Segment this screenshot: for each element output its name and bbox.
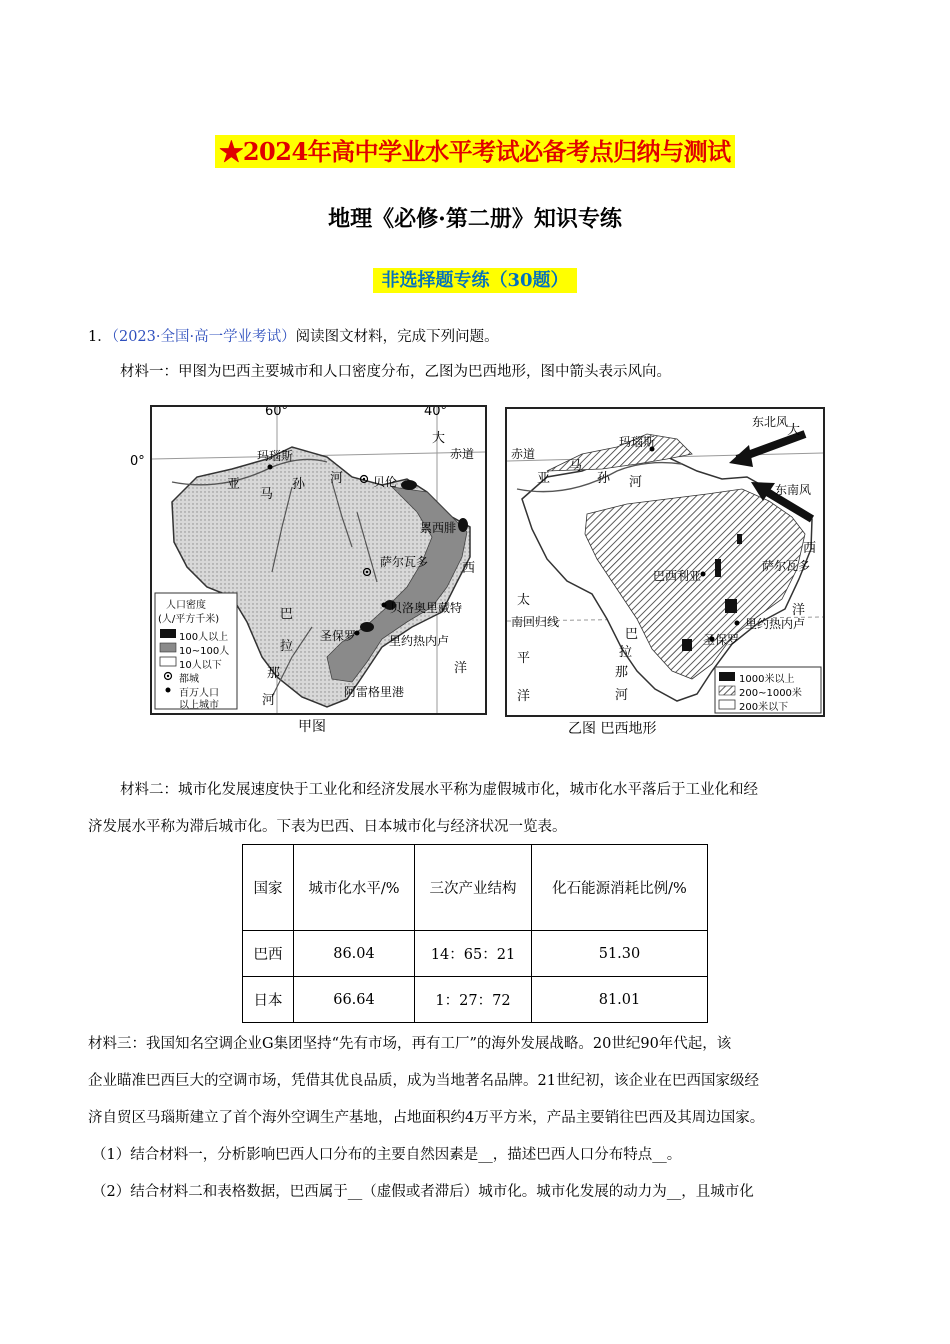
table-row xyxy=(243,977,708,1023)
label-ya: 亚 xyxy=(227,477,241,492)
label-xi: 西 xyxy=(462,561,476,576)
label-sun: 孙 xyxy=(292,477,306,492)
city-rio-b: 里约热内卢 xyxy=(745,617,806,631)
label-sun-b: 孙 xyxy=(597,471,611,486)
legend-million-2: 以上城市 xyxy=(179,700,219,711)
label-la-b: 拉 xyxy=(619,645,633,660)
cell: 81.01 xyxy=(532,977,708,1023)
label-yang-b: 洋 xyxy=(792,603,806,618)
label-tropic: 南回归线 xyxy=(511,615,560,629)
city-sao-paulo: 圣保罗 xyxy=(320,629,357,643)
city-salvador-b: 萨尔瓦多 xyxy=(762,559,811,573)
doc-subtitle: 地理《必修·第二册》知识专练 xyxy=(328,206,622,232)
sub-question-2: （2）结合材料二和表格数据，巴西属于__（虚假或者滞后）城市化。城市化发展的动力为__，且城市化 xyxy=(92,1184,754,1200)
city-manaus-b: 玛瑙斯 xyxy=(619,435,656,449)
map-b-caption: 乙图 巴西地形 xyxy=(568,721,657,737)
map-population-density xyxy=(150,405,487,715)
material-1: 材料一：甲图为巴西主要城市和人口密度分布，乙图为巴西地形，图中箭头表示风向。 xyxy=(120,364,671,380)
label-he-b: 河 xyxy=(629,475,643,490)
cell: 1：27：72 xyxy=(415,977,532,1023)
label-xi-b: 西 xyxy=(803,541,817,556)
legend-capital: 都城 xyxy=(179,674,199,685)
legend-b-mid: 200~1000米 xyxy=(739,688,802,699)
city-rio: 里约热内卢 xyxy=(389,634,450,648)
legend-high: 100人以上 xyxy=(179,632,229,643)
material-2-line-2: 济发展水平称为滞后城市化。下表为巴西、日本城市化与经济状况一览表。 xyxy=(88,819,567,835)
legend-b-high: 1000米以上 xyxy=(739,674,795,685)
label-he: 河 xyxy=(330,471,344,486)
cell: 66.64 xyxy=(294,977,415,1023)
table-header-row xyxy=(243,845,708,931)
question-source: （2023·全国·高一学业考试） xyxy=(111,329,296,345)
header-country: 国家 xyxy=(243,845,294,931)
label-ma-b: 马 xyxy=(569,459,583,474)
label-la: 拉 xyxy=(280,639,294,654)
material-3-line-2: 企业瞄准巴西巨大的空调市场，凭借其优良品质，成为当地著名品牌。21世纪初，该企业在巴西国家级经 xyxy=(88,1073,759,1089)
material-3-line-3: 济自贸区马瑙斯建立了首个海外空调生产基地，占地面积约4万平方米，产品主要销往巴西及其周边国家。 xyxy=(88,1110,765,1126)
label-na: 那 xyxy=(267,666,281,681)
label-he-b2: 河 xyxy=(615,688,629,703)
label-ba-b: 巴 xyxy=(625,627,639,642)
cell: 51.30 xyxy=(532,931,708,977)
header-fossil: 化石能源消耗比例/% xyxy=(532,845,708,931)
cell: 14：65：21 xyxy=(415,931,532,977)
label-na-b: 那 xyxy=(615,665,629,680)
legend-unit: (人/平方千米) xyxy=(158,614,220,625)
label-ping: 平 xyxy=(517,651,531,666)
header-urbanization: 城市化水平/% xyxy=(294,845,415,931)
question-heading: 1．（2023·全国·高一学业考试）阅读图文材料，完成下列问题。 xyxy=(88,329,499,345)
material-3-line-1: 材料三：我国知名空调企业G集团坚持“先有市场，再有工厂”的海外发展战略。20世纪90年代起，该 xyxy=(88,1036,732,1052)
legend-million: 百万人口 xyxy=(179,688,219,699)
label-ocean-big-b: 大 xyxy=(787,423,801,438)
lon-40: 40° xyxy=(424,405,448,419)
section-title: 非选择题专练（30题） xyxy=(0,266,950,292)
label-tai: 太 xyxy=(517,593,531,608)
city-belo-horizonte: 贝洛奥里藏特 xyxy=(390,601,463,615)
city-sao-paulo-b: 圣保罗 xyxy=(703,633,740,647)
city-manaus: 玛瑙斯 xyxy=(257,449,294,463)
label-ma: 马 xyxy=(260,487,274,502)
city-brasilia: 巴西利亚 xyxy=(653,569,702,583)
cell: 86.04 xyxy=(294,931,415,977)
city-recife: 累西腓 xyxy=(420,521,457,535)
label-ocean-big: 大 xyxy=(432,431,446,446)
map-a-caption: 甲图 xyxy=(298,719,326,735)
label-he-2: 河 xyxy=(262,693,276,708)
label-ba: 巴 xyxy=(280,607,294,622)
legend-b-low: 200米以下 xyxy=(739,702,789,713)
label-yang: 洋 xyxy=(454,661,468,676)
label-equator: 赤道 xyxy=(450,447,475,461)
header-industry: 三次产业结构 xyxy=(415,845,532,931)
label-northeast-wind: 东北风 xyxy=(752,415,789,429)
city-salvador: 萨尔瓦多 xyxy=(380,555,429,569)
legend-low: 10人以下 xyxy=(179,660,222,671)
doc-title: ★2024年高中学业水平考试必备考点归纳与测试 xyxy=(0,132,950,167)
label-yang-pacific: 洋 xyxy=(517,689,531,704)
legend-title: 人口密度 xyxy=(166,600,206,611)
legend-mid: 10~100人 xyxy=(179,646,230,657)
map-terrain xyxy=(505,407,825,717)
label-southeast-wind: 东南风 xyxy=(775,483,812,497)
city-porto-alegre: 阿雷格里港 xyxy=(344,685,405,699)
lon-60: 60° xyxy=(265,405,289,419)
cell: 巴西 xyxy=(243,931,294,977)
table-row xyxy=(243,931,708,977)
lat-0: 0° xyxy=(130,454,145,469)
label-equator-b: 赤道 xyxy=(511,447,536,461)
data-table xyxy=(242,844,708,1023)
cell: 日本 xyxy=(243,977,294,1023)
label-ya-b: 亚 xyxy=(537,471,551,486)
city-belem: 贝伦 xyxy=(373,475,398,489)
sub-question-1: （1）结合材料一，分析影响巴西人口分布的主要自然因素是__，描述巴西人口分布特点__。 xyxy=(92,1147,682,1163)
material-2-line-1: 材料二：城市化发展速度快于工业化和经济发展水平称为虚假城市化，城市化水平落后于工业化和经 xyxy=(120,782,758,798)
